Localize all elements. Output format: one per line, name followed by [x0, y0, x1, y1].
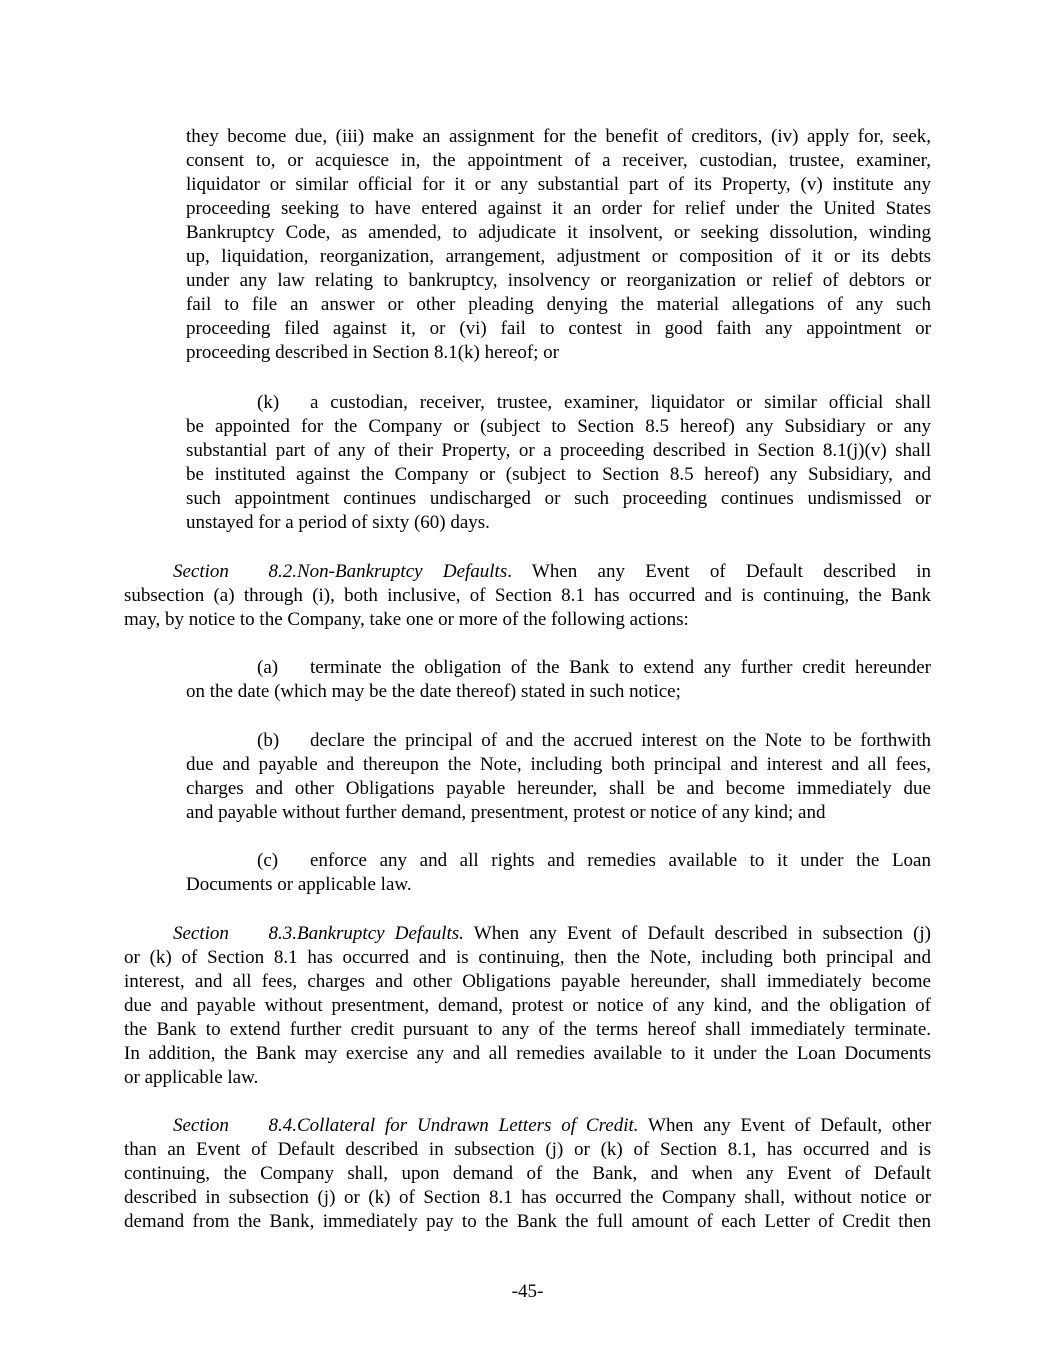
section-8-3: [124, 922, 931, 1090]
text-line: the Bank to extend further credit pursuant to any of the terms hereof shall immediately terminate.: [124, 1019, 931, 1040]
text-line: be appointed for the Company or (subject to Section 8.5 hereof) any Subsidiary or any: [186, 416, 931, 437]
text-line: demand from the Bank, immediately pay to the Bank the full amount of each Letter of Credit then: [124, 1211, 931, 1232]
text-line: Bankruptcy Code, as amended, to adjudicate it insolvent, or seeking dissolution, winding: [186, 222, 931, 243]
text-line: liquidator or similar official for it or any substantial part of its Property, (v) institute any: [186, 174, 931, 195]
text-line: charges and other Obligations payable hereunder, shall be and become immediately due: [186, 778, 931, 799]
paragraph-a: [186, 656, 931, 704]
item-text: a custodian, receiver, trustee, examiner, liquidator or similar official shall: [310, 392, 931, 413]
text-line: interest, and all fees, charges and other Obligations payable hereunder, shall immediately become: [124, 971, 931, 992]
text-line: on the date (which may be the date thereof) stated in such notice;: [186, 681, 681, 702]
paragraph-b: [186, 729, 931, 825]
text-line: they become due, (iii) make an assignment for the benefit of creditors, (iv) apply for, seek,: [186, 126, 931, 147]
item-label: (c): [257, 850, 279, 871]
text-line: such appointment continues undischarged or such proceeding continues undismissed or: [186, 488, 931, 509]
section-title: Bankruptcy Defaults.: [297, 923, 464, 944]
section-8-2: [124, 560, 931, 632]
text-line: fail to file an answer or other pleading denying the material allegations of any such: [186, 294, 931, 315]
text-line: than an Event of Default described in subsection (j) or (k) of Section 8.1, has occurred and is: [124, 1139, 931, 1160]
page-number: -45-: [511, 1281, 544, 1302]
text-line: described in subsection (j) or (k) of Section 8.1 has occurred the Company shall, without notice or: [124, 1187, 931, 1208]
paragraph-j-continuation: [186, 125, 931, 365]
text-line: Documents or applicable law.: [186, 874, 412, 895]
text-line: due and payable and thereupon the Note, including both principal and interest and all fees,: [186, 754, 931, 775]
text-line: continuing, the Company shall, upon demand of the Bank, and when any Event of Default: [124, 1163, 931, 1184]
item-text: terminate the obligation of the Bank to extend any further credit hereunder: [310, 657, 931, 678]
section-title: Collateral for Undrawn Letters of Credit.: [297, 1115, 639, 1136]
section-text: When any Event of Default described in subsection (j): [463, 923, 932, 944]
text-line: [186, 729, 931, 753]
item-label: (k): [257, 392, 280, 413]
text-line: [186, 656, 931, 680]
text-line: up, liquidation, reorganization, arrangement, adjustment or composition of it or its debts: [186, 246, 931, 267]
text-line: or applicable law.: [124, 1067, 259, 1088]
text-line: due and payable without presentment, demand, protest or notice of any kind, and the obligation of: [124, 995, 931, 1016]
item-text: enforce any and all rights and remedies available to it under the Loan: [310, 850, 931, 871]
text-line: be instituted against the Company or (subject to Section 8.5 hereof) any Subsidiary, and: [186, 464, 931, 485]
text-line: proceeding filed against it, or (vi) fail to contest in good faith any appointment or: [186, 318, 931, 339]
section-text: . When any Event of Default described in: [507, 561, 931, 582]
text-line: subsection (a) through (i), both inclusive, of Section 8.1 has occurred and is continuing, the Bank: [124, 585, 931, 606]
text-line: consent to, or acquiesce in, the appointment of a receiver, custodian, trustee, examiner,: [186, 150, 931, 171]
section-number: Section 8.4.: [173, 1115, 297, 1136]
text-line: may, by notice to the Company, take one or more of the following actions:: [124, 609, 689, 630]
section-title: Non-Bankruptcy Defaults: [297, 561, 508, 582]
text-line: In addition, the Bank may exercise any and all remedies available to it under the Loan Documents: [124, 1043, 931, 1064]
item-label: (b): [257, 730, 280, 751]
text-line: and payable without further demand, presentment, protest or notice of any kind; and: [186, 802, 826, 823]
text-line: proceeding described in Section 8.1(k) hereof; or: [186, 342, 560, 363]
text-line: unstayed for a period of sixty (60) days.: [186, 512, 490, 533]
section-heading-line: [124, 560, 931, 584]
text-line: substantial part of any of their Property, or a proceeding described in Section 8.1(j)(v) shall: [186, 440, 931, 461]
section-heading-line: [124, 1114, 931, 1138]
item-label: (a): [257, 657, 279, 678]
section-text: When any Event of Default, other: [638, 1115, 931, 1136]
paragraph-c: [186, 849, 931, 897]
section-8-4: [124, 1114, 931, 1234]
text-line: [186, 391, 931, 415]
text-line: [186, 849, 931, 873]
item-text: declare the principal of and the accrued interest on the Note to be forthwith: [310, 730, 931, 751]
section-heading-line: [124, 922, 931, 946]
text-line: or (k) of Section 8.1 has occurred and is continuing, then the Note, including both principal and: [124, 947, 931, 968]
text-line: proceeding seeking to have entered against it an order for relief under the United States: [186, 198, 931, 219]
paragraph-k: [186, 391, 931, 535]
section-number: Section 8.2.: [173, 561, 297, 582]
text-line: under any law relating to bankruptcy, insolvency or reorganization or relief of debtors or: [186, 270, 931, 291]
section-number: Section 8.3.: [173, 923, 297, 944]
